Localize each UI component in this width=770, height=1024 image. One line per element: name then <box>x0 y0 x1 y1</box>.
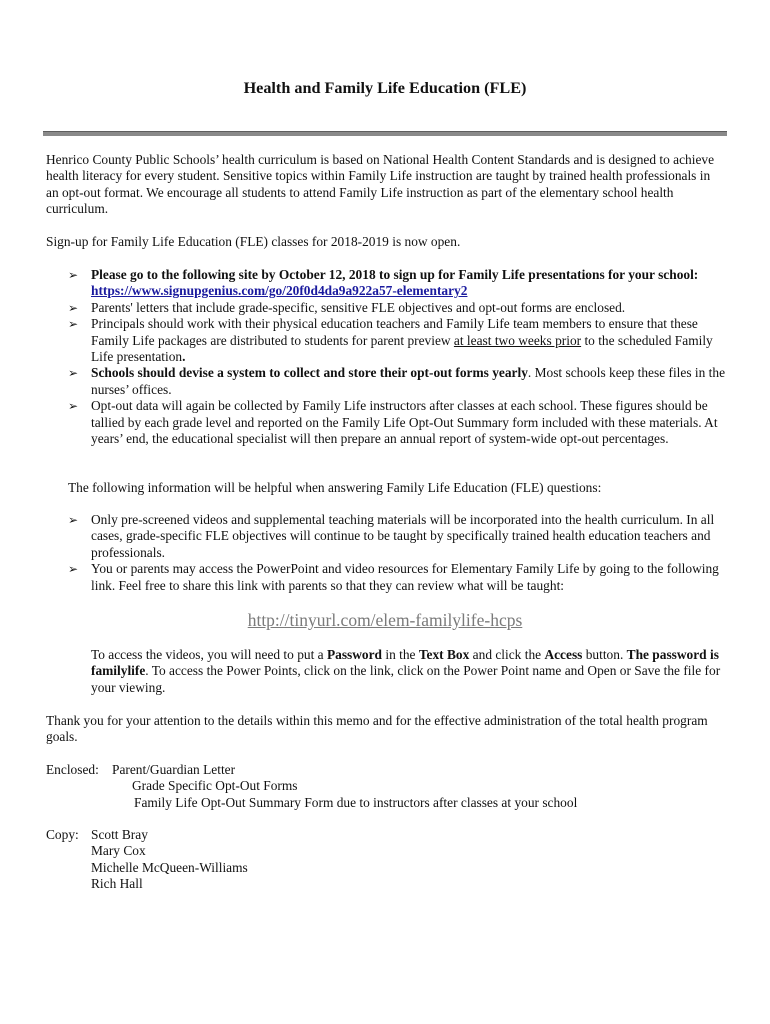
signup-paragraph <box>46 234 726 250</box>
document-title: Health and Family Life Education (FLE) <box>243 79 527 97</box>
list-item <box>46 561 726 594</box>
faq-list <box>46 512 726 594</box>
copy-section <box>46 827 726 893</box>
list-item-text: Parents' letters that include grade-specific, sensitive FLE objectives and opt-out forms are enclosed. <box>91 299 626 315</box>
copy-name: Mary Cox <box>91 843 146 859</box>
bold-text: Password <box>326 647 383 662</box>
arrow-bullet-icon: ➢ <box>68 399 79 414</box>
helpful-intro-paragraph <box>46 480 726 496</box>
arrow-bullet-icon: ➢ <box>68 317 79 332</box>
bold-text: Access <box>544 647 583 662</box>
arrow-bullet-icon: ➢ <box>68 300 79 315</box>
list-item-period: . <box>182 349 186 365</box>
text-span: . To access the Power Points, click on the link, click on the Power Point name and Open or Save the file for your viewing. <box>91 663 721 695</box>
thanks-paragraph <box>46 713 726 746</box>
enclosed-section <box>46 762 726 811</box>
copy-name: Scott Bray <box>91 827 148 842</box>
text-span: and click the <box>469 647 545 662</box>
enclosed-label: Enclosed: <box>46 762 99 777</box>
title-divider <box>43 131 727 136</box>
text-span: To access the videos, you will need to put a <box>91 647 327 662</box>
copy-name: Michelle McQueen-Williams <box>91 859 248 875</box>
text-span: button. <box>582 647 627 662</box>
arrow-bullet-icon: ➢ <box>68 513 79 527</box>
list-item-text: to the scheduled Family Life presentation <box>91 332 713 365</box>
access-text <box>46 647 726 696</box>
enclosed-item: Grade Specific Opt-Out Forms <box>132 778 298 794</box>
intro-text: Henrico County Public Schools’ health curriculum is based on National Health Content Standards and is designed to achieve health literacy for every student. Sensitive topics within Family Life instruction are taught by trained health professionals in an opt-out format. We encourage all students to attend Family Life instruction as part of the elementary school health curriculum. <box>46 152 715 217</box>
list-item <box>46 365 726 398</box>
list-item <box>46 512 726 561</box>
arrow-bullet-icon: ➢ <box>68 562 79 577</box>
enclosed-item: Parent/Guardian Letter <box>112 762 236 777</box>
bold-text: Schools should devise a system to collect and store their opt-out forms yearly <box>91 365 528 381</box>
list-item-text: Opt-out data will again be collected by Family Life instructors after classes at each school. These figures should be tallied by each grade level and reported on the Family Life Opt-Out Summary form included with these materials. At years’ end, the educational specialist will then prepare an annual report of system-wide opt-out percentages. <box>91 398 718 447</box>
signup-deadline-text: Please go to the following site by October 12, 2018 to sign up for Family Life presentations for your school: <box>91 267 699 282</box>
bold-text: Text Box <box>418 647 470 662</box>
list-item-text: You or parents may access the PowerPoint and video resources for Elementary Family Life by going to the following link. Feel free to share this link with parents so that they can review what will be taught: <box>91 561 719 593</box>
arrow-bullet-icon: ➢ <box>68 268 79 282</box>
enclosed-item: Family Life Opt-Out Summary Form due to instructors after classes at your school <box>134 794 578 810</box>
text-span: in the <box>382 647 419 662</box>
copy-name: Rich Hall <box>91 876 143 892</box>
arrow-bullet-icon: ➢ <box>68 366 79 381</box>
list-item-text: Only pre-screened videos and supplemental teaching materials will be incorporated into the health curriculum. In all cases, grade-specific FLE objectives will continue to be taught by specifically trained health education teachers and professionals. <box>91 512 715 560</box>
password-text: The password is familylife <box>91 647 719 679</box>
list-item <box>46 300 726 316</box>
helpful-intro-text: The following information will be helpful when answering Family Life Education (FLE) questions: <box>68 480 602 495</box>
signup-text: Sign-up for Family Life Education (FLE) classes for 2018-2019 is now open. <box>46 234 461 249</box>
thanks-text: Thank you for your attention to the details within this memo and for the effective administration of the total health program goals. <box>46 713 708 745</box>
instructions-list <box>46 267 726 447</box>
underlined-text: at least two weeks prior <box>453 332 582 348</box>
list-item <box>46 398 726 447</box>
tinyurl-link[interactable]: http://tinyurl.com/elem-familylife-hcps <box>247 610 523 630</box>
intro-paragraph <box>46 152 726 218</box>
list-item-text: . Most schools keep these files in the nurses’ offices. <box>91 365 726 397</box>
copy-label: Copy: <box>46 827 79 842</box>
list-item <box>46 267 726 300</box>
signupgenius-link[interactable]: https://www.signupgenius.com/go/20f0d4da9a922a57-elementary2 <box>91 283 468 299</box>
access-paragraph <box>46 647 726 696</box>
list-item-text: Principals should work with their physical education teachers and Family Life team members to ensure that these Family Life packages are distributed to students for parent preview <box>91 316 698 348</box>
list-item <box>46 316 726 365</box>
